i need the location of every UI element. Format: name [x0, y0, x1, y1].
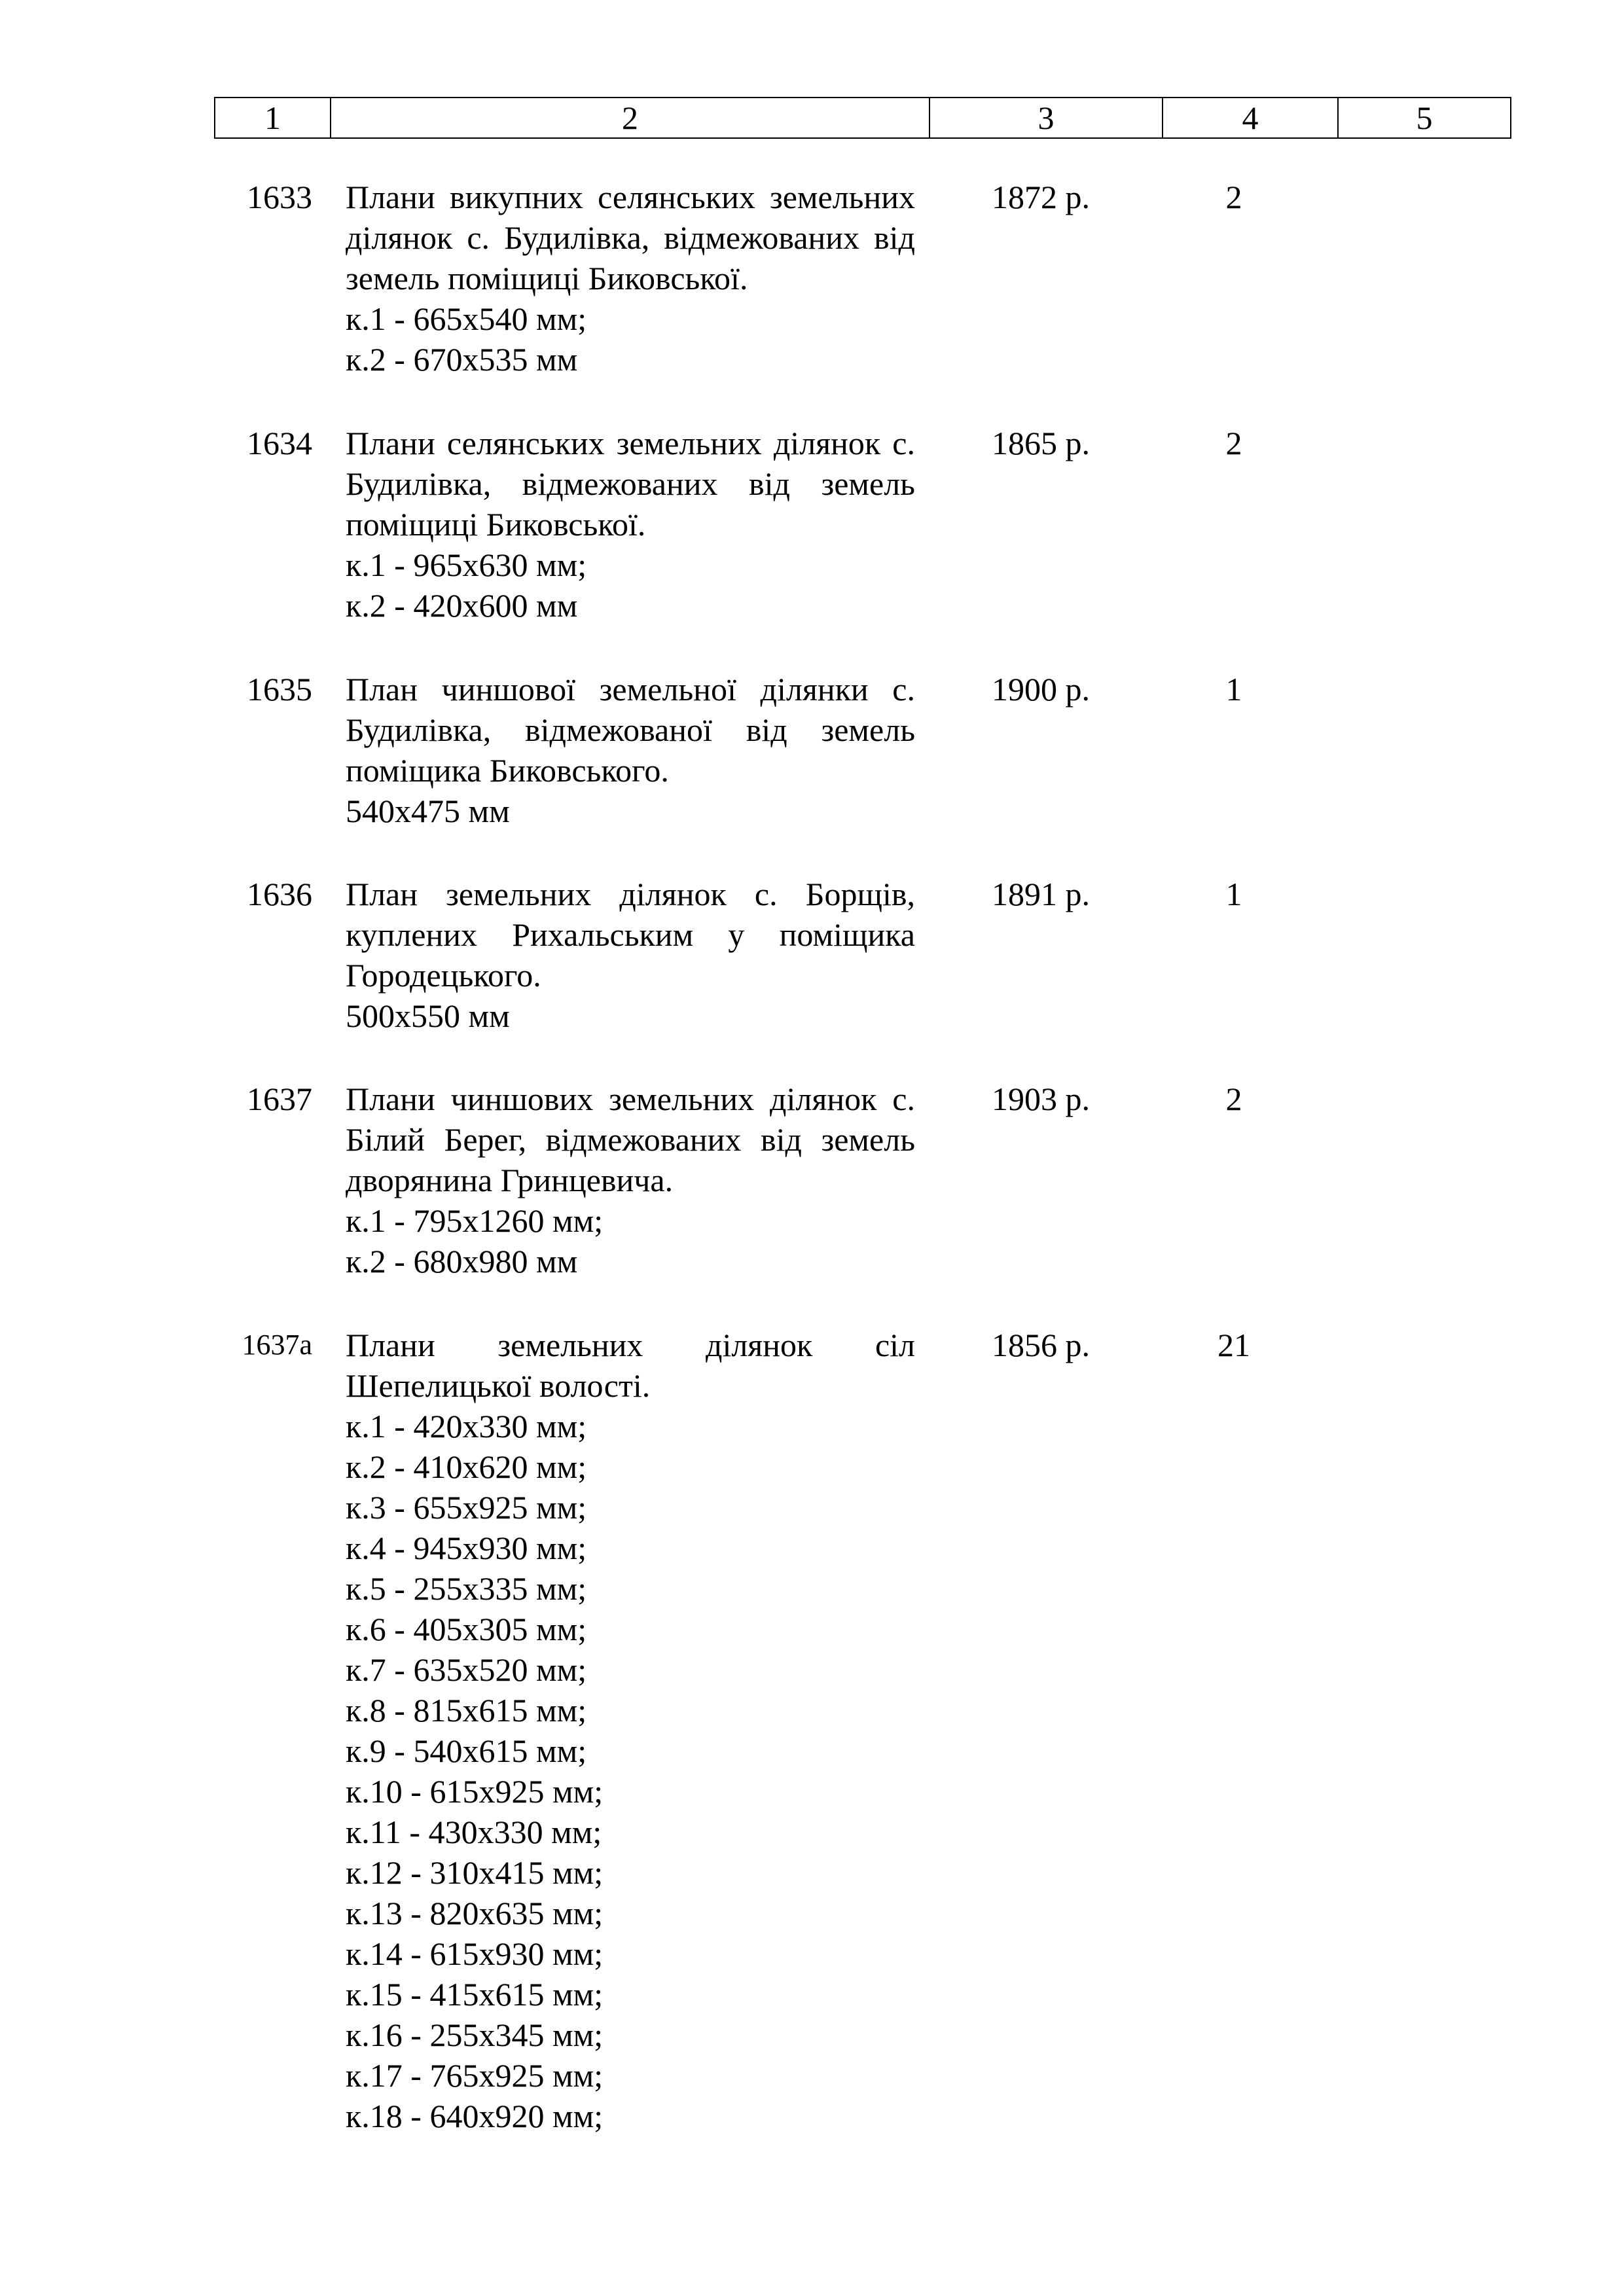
- record-date: 1872 р.: [992, 179, 1090, 215]
- record-size: к.6 - 405х305 мм;: [346, 1611, 587, 1647]
- record-title: Плани селянських земельних ділянок с. Будилівка, відмежованих від земель поміщиці Биковської.: [346, 425, 915, 543]
- record-date: 1856 р.: [992, 1327, 1090, 1363]
- column-header-1: 1: [215, 98, 331, 137]
- record-size: к.2 - 420х600 мм: [346, 587, 578, 624]
- record-size: к.1 - 665х540 мм;: [346, 300, 587, 337]
- record-number: 1637: [247, 1081, 312, 1117]
- record-size: к.1 - 420х330 мм;: [346, 1408, 587, 1444]
- record-size: к.7 - 635х520 мм;: [346, 1651, 587, 1688]
- record-size: к.4 - 945х930 мм;: [346, 1530, 587, 1566]
- record-size: к.12 - 310х415 мм;: [346, 1854, 604, 1891]
- record-size: к.2 - 410х620 мм;: [346, 1448, 587, 1485]
- record-title: Плани чиншових земельних ділянок с. Білий Берег, відмежованих від земель дворянина Гринцевича.: [346, 1081, 915, 1198]
- record-description: [346, 1325, 915, 2136]
- record-size: к.3 - 655х925 мм;: [346, 1489, 587, 1526]
- record-description: [346, 423, 915, 626]
- record-count: 1: [1225, 671, 1242, 708]
- record-date: 1891 р.: [992, 876, 1090, 912]
- record-description: [346, 177, 915, 380]
- record-date: 1903 р.: [992, 1081, 1090, 1117]
- record-title: План земельних ділянок с. Борщів, куплених Рихальським у поміщика Городецького.: [346, 876, 915, 994]
- record-count: 2: [1225, 425, 1242, 461]
- record-description: [346, 874, 915, 1036]
- record-title: Плани викупних селянських земельних ділянок с. Будилівка, відмежованих від земель поміщиці Биковської.: [346, 179, 915, 296]
- record-count: 2: [1225, 179, 1242, 215]
- record-size: к.2 - 680х980 мм: [346, 1243, 578, 1280]
- column-header-4: 4: [1163, 98, 1339, 137]
- record-size: к.13 - 820х635 мм;: [346, 1895, 604, 1931]
- column-header-row: [214, 97, 1511, 139]
- record-size: к.5 - 255х335 мм;: [346, 1570, 587, 1607]
- record-title: Плани земельних ділянок сіл Шепелицької волості.: [346, 1327, 915, 1404]
- record-number: 1636: [247, 876, 312, 912]
- record-size: к.10 - 615х925 мм;: [346, 1773, 604, 1810]
- column-header-2: 2: [331, 98, 930, 137]
- record-size: к.16 - 255х345 мм;: [346, 2017, 604, 2053]
- record-size: к.15 - 415х615 мм;: [346, 1976, 604, 2013]
- record-description: [346, 1079, 915, 1282]
- record-description: [346, 669, 915, 831]
- record-size: к.17 - 765х925 мм;: [346, 2057, 604, 2094]
- record-number: 1633: [247, 179, 312, 215]
- column-header-3: 3: [930, 98, 1163, 137]
- record-count: 2: [1225, 1081, 1242, 1117]
- record-number: 1634: [247, 425, 312, 461]
- record-title: План чиншової земельної ділянки с. Будилівка, відмежованої від земель поміщика Биковського.: [346, 671, 915, 789]
- record-date: 1865 р.: [992, 425, 1090, 461]
- record-size: к.1 - 795х1260 мм;: [346, 1202, 604, 1239]
- record-size: 500х550 мм: [346, 997, 510, 1034]
- record-count: 21: [1218, 1327, 1250, 1363]
- record-date: 1900 р.: [992, 671, 1090, 708]
- record-number: 1637а: [242, 1329, 312, 1361]
- record-size: к.9 - 540х615 мм;: [346, 1732, 587, 1769]
- record-size: к.1 - 965х630 мм;: [346, 547, 587, 583]
- record-size: к.8 - 815х615 мм;: [346, 1692, 587, 1729]
- record-number: 1635: [247, 671, 312, 708]
- record-size: к.2 - 670х535 мм: [346, 341, 578, 378]
- record-count: 1: [1225, 876, 1242, 912]
- record-size: 540х475 мм: [346, 793, 510, 829]
- column-header-5: 5: [1416, 99, 1433, 136]
- record-size: к.18 - 640х920 мм;: [346, 2098, 604, 2134]
- record-size: к.11 - 430х330 мм;: [346, 1814, 602, 1850]
- record-size: к.14 - 615х930 мм;: [346, 1935, 604, 1972]
